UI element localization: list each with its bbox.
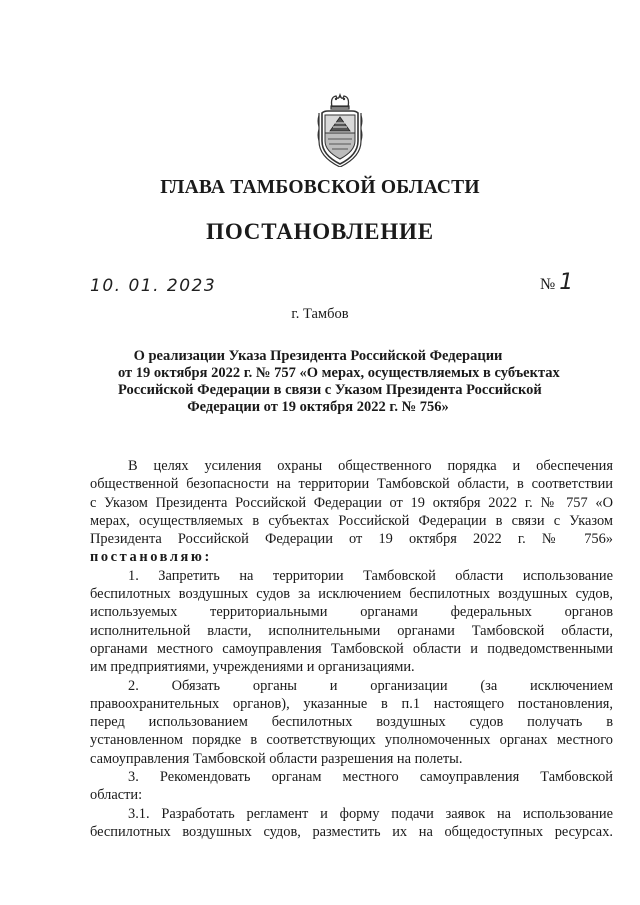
item-3-1-line: беспилотных воздушных судов, разместить их на общедоступных ресурсах. — [90, 823, 613, 840]
item-1-line: исполнительной власти, исполнительными органами Тамбовской области, — [90, 622, 613, 639]
body-line: В целях усиления охраны общественного порядка и обеспечения — [128, 458, 613, 474]
subject-line: Федерации от 19 октября 2022 г. № 756» — [187, 399, 449, 415]
item-2-line: установленном порядке в соответствующих уполномоченных органах местного — [90, 732, 613, 749]
document-date: 10. 01. 2023 — [90, 276, 217, 296]
item-1-line: им предприятиями, учреждениями и организациями. — [90, 659, 415, 676]
document-number-field — [540, 270, 573, 295]
subject-line: от 19 октября 2022 г. № 757 «О мерах, осуществляемых в субъектах — [118, 365, 560, 381]
document-subject — [118, 348, 560, 416]
body-line: с Указом Президента Российской Федерации от 19 октября 2022 г. № 757 «О — [90, 494, 613, 511]
document-city: г. Тамбов — [291, 306, 349, 322]
body-line: Президента Российской Федерации от 19 октября 2022 г. № 756» — [90, 531, 613, 548]
item-2-line: самоуправления Тамбовской области разрешения на полеты. — [90, 750, 463, 767]
subject-line: Российской Федерации в связи с Указом Президента Российской — [118, 382, 542, 398]
org-title: ГЛАВА ТАМБОВСКОЙ ОБЛАСТИ — [160, 177, 480, 198]
document-number: 1 — [559, 270, 574, 295]
number-sign: № — [540, 276, 556, 293]
decree-word: постановляю: — [90, 549, 212, 566]
item-3-1-line: 3.1. Разработать регламент и форму подачи заявок на использование — [128, 805, 613, 822]
item-1-line: органами местного самоуправления Тамбовской области и подведомственными — [90, 640, 613, 657]
subject-line: О реализации Указа Президента Российской Федерации — [133, 348, 503, 364]
document-type-title: ПОСТАНОВЛЕНИЕ — [206, 219, 434, 244]
item-2-line: перед использованием беспилотных воздушных судов получать в — [90, 714, 613, 731]
item-2-line: правоохранительных органов), указанные в п.1 настоящего постановления, — [90, 695, 613, 712]
body-line: общественной безопасности на территории Тамбовской области, в соответствии — [90, 476, 613, 493]
item-3-line: 3. Рекомендовать органам местного самоуправления Тамбовской — [128, 769, 613, 786]
document-body — [90, 457, 613, 841]
item-3-line: области: — [90, 787, 143, 804]
coat-of-arms-emblem — [316, 93, 364, 167]
item-1-line: используемых территориальными органами федеральных органов — [90, 604, 613, 621]
item-1-line: беспилотных воздушных судов за исключением беспилотных воздушных судов, — [90, 586, 613, 603]
item-1-line: 1. Запретить на территории Тамбовской области использование — [128, 567, 613, 584]
body-line: мерах, осуществляемых в субъектах Российской Федерации в связи с Указом — [90, 512, 613, 529]
item-2-line: 2. Обязать органы и организации (за исключением — [128, 677, 613, 694]
